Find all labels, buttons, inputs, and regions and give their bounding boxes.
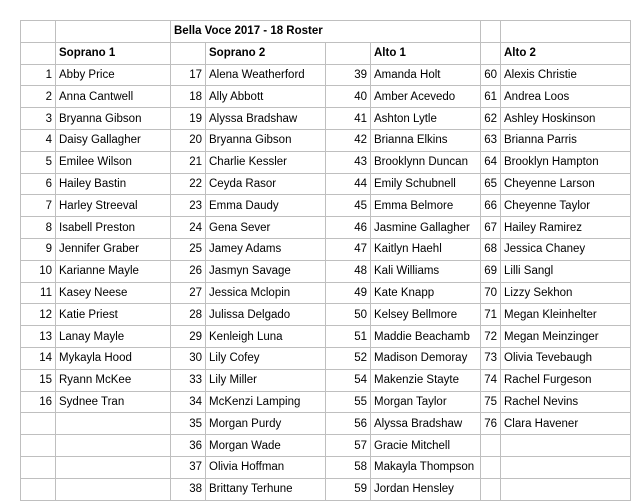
table-row [21, 151, 631, 173]
member-number[interactable]: 17 [171, 64, 206, 86]
member-name[interactable]: Mykayla Hood [56, 347, 171, 369]
member-name[interactable]: Jasmine Gallagher [371, 217, 481, 239]
member-number[interactable] [481, 478, 501, 500]
member-number[interactable]: 19 [171, 108, 206, 130]
member-name[interactable]: Bryanna Gibson [206, 129, 326, 151]
member-number[interactable]: 23 [171, 195, 206, 217]
member-number[interactable]: 58 [326, 456, 371, 478]
member-name[interactable]: Karianne Mayle [56, 260, 171, 282]
member-name[interactable]: Brooklynn Duncan [371, 151, 481, 173]
member-name[interactable]: Gena Sever [206, 217, 326, 239]
member-number[interactable]: 66 [481, 195, 501, 217]
table-row [21, 86, 631, 108]
cell[interactable] [481, 21, 501, 43]
member-number[interactable] [21, 435, 56, 457]
member-number[interactable]: 34 [171, 391, 206, 413]
member-number[interactable]: 60 [481, 64, 501, 86]
member-name[interactable]: Ashton Lytle [371, 108, 481, 130]
member-name[interactable]: Lilli Sangl [501, 260, 631, 282]
section-header-alto-2[interactable]: Alto 2 [501, 42, 631, 64]
member-number[interactable]: 18 [171, 86, 206, 108]
member-name[interactable]: Brianna Parris [501, 129, 631, 151]
member-number[interactable]: 73 [481, 347, 501, 369]
member-name[interactable]: Hailey Ramirez [501, 217, 631, 239]
member-name[interactable]: Rachel Furgeson [501, 369, 631, 391]
member-number[interactable]: 39 [326, 64, 371, 86]
member-number[interactable] [21, 456, 56, 478]
section-header-soprano-2[interactable]: Soprano 2 [206, 42, 326, 64]
member-name[interactable]: Katie Priest [56, 304, 171, 326]
member-number[interactable]: 25 [171, 238, 206, 260]
table-row [21, 260, 631, 282]
member-name[interactable]: Kenleigh Luna [206, 326, 326, 348]
member-name[interactable]: Ashley Hoskinson [501, 108, 631, 130]
member-number[interactable]: 52 [326, 347, 371, 369]
member-number[interactable]: 33 [171, 369, 206, 391]
table-row [21, 64, 631, 86]
member-name[interactable]: Jamey Adams [206, 238, 326, 260]
table-row [21, 347, 631, 369]
member-name[interactable]: Anna Cantwell [56, 86, 171, 108]
member-name[interactable]: Lizzy Sekhon [501, 282, 631, 304]
table-row [21, 217, 631, 239]
member-number[interactable]: 68 [481, 238, 501, 260]
member-name[interactable] [501, 456, 631, 478]
member-number[interactable]: 43 [326, 151, 371, 173]
member-name[interactable]: Rachel Nevins [501, 391, 631, 413]
member-number[interactable]: 75 [481, 391, 501, 413]
member-name[interactable]: Emilee Wilson [56, 151, 171, 173]
member-name[interactable]: Emma Belmore [371, 195, 481, 217]
member-number[interactable]: 28 [171, 304, 206, 326]
member-name[interactable]: Alexis Christie [501, 64, 631, 86]
member-name[interactable]: Alena Weatherford [206, 64, 326, 86]
table-row [21, 369, 631, 391]
cell[interactable] [501, 21, 631, 43]
member-name[interactable]: Jasmyn Savage [206, 260, 326, 282]
member-number[interactable]: 67 [481, 217, 501, 239]
member-name[interactable]: Kaitlyn Haehl [371, 238, 481, 260]
member-name[interactable]: Jessica Mclopin [206, 282, 326, 304]
member-name[interactable]: Ally Abbott [206, 86, 326, 108]
member-number[interactable]: 72 [481, 326, 501, 348]
member-number[interactable]: 40 [326, 86, 371, 108]
member-name[interactable] [501, 435, 631, 457]
member-number[interactable]: 1 [21, 64, 56, 86]
table-row [21, 326, 631, 348]
member-number[interactable]: 54 [326, 369, 371, 391]
roster-spreadsheet [20, 20, 631, 501]
member-name[interactable]: Alyssa Bradshaw [371, 413, 481, 435]
member-name[interactable] [56, 478, 171, 500]
member-name[interactable]: Daisy Gallagher [56, 129, 171, 151]
member-number[interactable]: 30 [171, 347, 206, 369]
cell[interactable] [56, 21, 171, 43]
member-number[interactable] [21, 478, 56, 500]
table-row [21, 413, 631, 435]
member-name[interactable]: Kasey Neese [56, 282, 171, 304]
member-name[interactable]: Gracie Mitchell [371, 435, 481, 457]
member-name[interactable]: Ceyda Rasor [206, 173, 326, 195]
member-name[interactable]: Lily Cofey [206, 347, 326, 369]
member-name[interactable]: Harley Streeval [56, 195, 171, 217]
member-number[interactable]: 62 [481, 108, 501, 130]
member-number[interactable] [21, 413, 56, 435]
cell[interactable] [21, 42, 56, 64]
member-number[interactable]: 4 [21, 129, 56, 151]
member-name[interactable]: Morgan Purdy [206, 413, 326, 435]
roster-title[interactable]: Bella Voce 2017 - 18 Roster [171, 21, 481, 43]
member-number[interactable]: 45 [326, 195, 371, 217]
member-number[interactable]: 29 [171, 326, 206, 348]
member-name[interactable]: Jordan Hensley [371, 478, 481, 500]
member-name[interactable]: Cheyenne Taylor [501, 195, 631, 217]
member-number[interactable]: 59 [326, 478, 371, 500]
table-row [21, 304, 631, 326]
member-number[interactable]: 16 [21, 391, 56, 413]
member-number[interactable]: 42 [326, 129, 371, 151]
cell[interactable] [326, 42, 371, 64]
member-name[interactable] [501, 478, 631, 500]
member-number[interactable]: 64 [481, 151, 501, 173]
member-name[interactable]: Kali Williams [371, 260, 481, 282]
member-name[interactable]: Emma Daudy [206, 195, 326, 217]
member-name[interactable]: Kelsey Bellmore [371, 304, 481, 326]
member-number[interactable]: 20 [171, 129, 206, 151]
member-name[interactable]: Olivia Tevebaugh [501, 347, 631, 369]
member-number[interactable]: 12 [21, 304, 56, 326]
member-number[interactable]: 47 [326, 238, 371, 260]
member-name[interactable]: Maddie Beachamb [371, 326, 481, 348]
cell[interactable] [21, 21, 56, 43]
member-name[interactable]: Jessica Chaney [501, 238, 631, 260]
member-number[interactable]: 65 [481, 173, 501, 195]
member-number[interactable]: 6 [21, 173, 56, 195]
member-number[interactable]: 35 [171, 413, 206, 435]
member-number[interactable]: 63 [481, 129, 501, 151]
member-name[interactable]: Brooklyn Hampton [501, 151, 631, 173]
member-number[interactable]: 38 [171, 478, 206, 500]
member-number[interactable]: 13 [21, 326, 56, 348]
member-number[interactable]: 41 [326, 108, 371, 130]
member-number[interactable]: 71 [481, 304, 501, 326]
member-number[interactable]: 15 [21, 369, 56, 391]
member-name[interactable]: Isabell Preston [56, 217, 171, 239]
member-number[interactable]: 74 [481, 369, 501, 391]
member-number[interactable]: 14 [21, 347, 56, 369]
member-number[interactable]: 21 [171, 151, 206, 173]
member-number[interactable]: 76 [481, 413, 501, 435]
member-name[interactable]: Abby Price [56, 64, 171, 86]
member-number[interactable]: 48 [326, 260, 371, 282]
table-row [21, 238, 631, 260]
member-name[interactable]: Makayla Thompson [371, 456, 481, 478]
member-number[interactable]: 24 [171, 217, 206, 239]
member-name[interactable]: Charlie Kessler [206, 151, 326, 173]
member-number[interactable]: 22 [171, 173, 206, 195]
member-number[interactable]: 51 [326, 326, 371, 348]
table-row [21, 129, 631, 151]
member-number[interactable]: 5 [21, 151, 56, 173]
member-number[interactable]: 70 [481, 282, 501, 304]
member-name[interactable]: Amanda Holt [371, 64, 481, 86]
section-header-row [21, 42, 631, 64]
member-number[interactable]: 27 [171, 282, 206, 304]
member-name[interactable]: Amber Acevedo [371, 86, 481, 108]
member-number[interactable]: 56 [326, 413, 371, 435]
table-row [21, 435, 631, 457]
table-row [21, 456, 631, 478]
table-row [21, 195, 631, 217]
member-name[interactable]: Emily Schubnell [371, 173, 481, 195]
member-number[interactable] [481, 456, 501, 478]
section-header-alto-1[interactable]: Alto 1 [371, 42, 481, 64]
member-number[interactable]: 36 [171, 435, 206, 457]
member-number[interactable]: 57 [326, 435, 371, 457]
member-name[interactable]: Brittany Terhune [206, 478, 326, 500]
cell[interactable] [481, 42, 501, 64]
table-row [21, 173, 631, 195]
member-number[interactable]: 9 [21, 238, 56, 260]
member-name[interactable]: Alyssa Bradshaw [206, 108, 326, 130]
member-number[interactable]: 2 [21, 86, 56, 108]
member-number[interactable]: 46 [326, 217, 371, 239]
member-name[interactable]: Clara Havener [501, 413, 631, 435]
member-name[interactable]: Jennifer Graber [56, 238, 171, 260]
cell[interactable] [171, 42, 206, 64]
member-number[interactable]: 61 [481, 86, 501, 108]
member-name[interactable]: Morgan Taylor [371, 391, 481, 413]
title-row [21, 21, 631, 43]
member-name[interactable]: Kate Knapp [371, 282, 481, 304]
member-name[interactable]: Hailey Bastin [56, 173, 171, 195]
member-name[interactable]: Lily Miller [206, 369, 326, 391]
member-name[interactable]: Cheyenne Larson [501, 173, 631, 195]
table-row [21, 478, 631, 500]
member-name[interactable]: Brianna Elkins [371, 129, 481, 151]
table-row [21, 108, 631, 130]
member-number[interactable]: 8 [21, 217, 56, 239]
member-name[interactable] [56, 413, 171, 435]
table-row [21, 282, 631, 304]
member-number[interactable]: 7 [21, 195, 56, 217]
member-name[interactable]: Andrea Loos [501, 86, 631, 108]
member-number[interactable]: 3 [21, 108, 56, 130]
member-name[interactable] [56, 456, 171, 478]
member-name[interactable]: Megan Kleinhelter [501, 304, 631, 326]
member-name[interactable]: Ryann McKee [56, 369, 171, 391]
member-number[interactable]: 10 [21, 260, 56, 282]
section-header-soprano-1[interactable]: Soprano 1 [56, 42, 171, 64]
member-name[interactable]: Julissa Delgado [206, 304, 326, 326]
member-number[interactable]: 11 [21, 282, 56, 304]
member-number[interactable]: 49 [326, 282, 371, 304]
member-name[interactable] [56, 435, 171, 457]
member-name[interactable]: Megan Meinzinger [501, 326, 631, 348]
member-name[interactable]: Makenzie Stayte [371, 369, 481, 391]
table-row [21, 391, 631, 413]
member-number[interactable]: 69 [481, 260, 501, 282]
member-number[interactable]: 55 [326, 391, 371, 413]
member-number[interactable] [481, 435, 501, 457]
member-name[interactable]: Lanay Mayle [56, 326, 171, 348]
member-number[interactable]: 37 [171, 456, 206, 478]
member-number[interactable]: 26 [171, 260, 206, 282]
member-name[interactable]: Morgan Wade [206, 435, 326, 457]
member-number[interactable]: 50 [326, 304, 371, 326]
member-name[interactable]: Sydnee Tran [56, 391, 171, 413]
member-name[interactable]: Bryanna Gibson [56, 108, 171, 130]
member-number[interactable]: 44 [326, 173, 371, 195]
member-name[interactable]: Madison Demoray [371, 347, 481, 369]
member-name[interactable]: McKenzi Lamping [206, 391, 326, 413]
member-name[interactable]: Olivia Hoffman [206, 456, 326, 478]
